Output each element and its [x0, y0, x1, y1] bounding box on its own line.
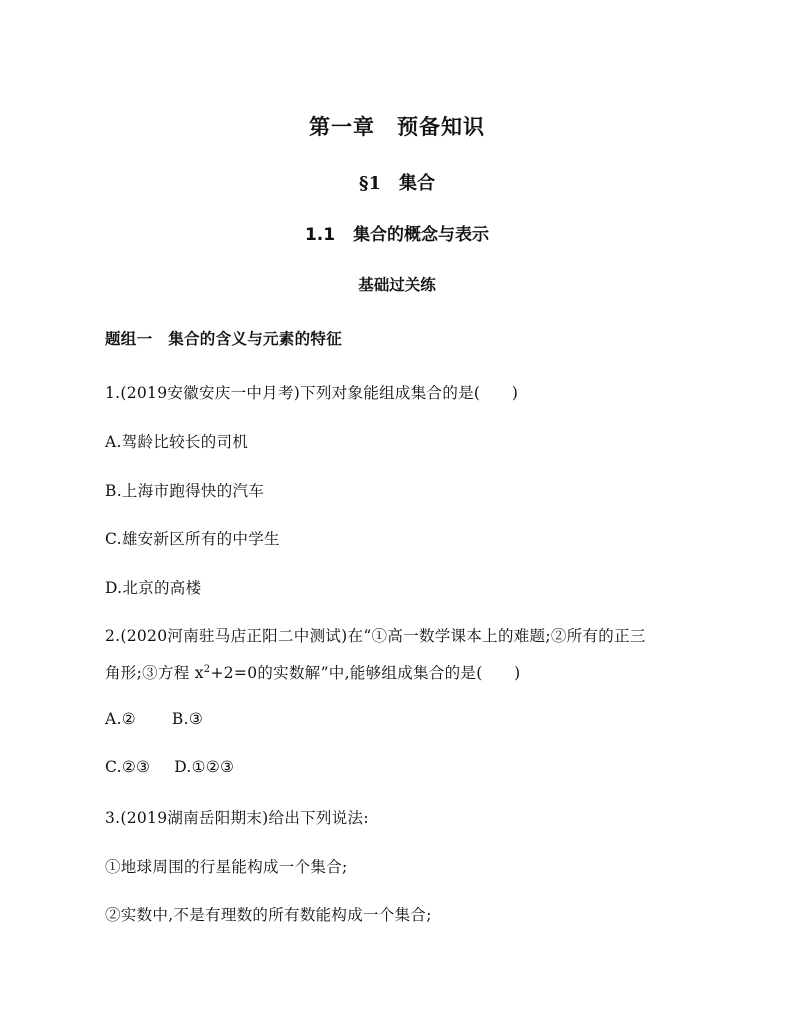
practice-title: 基础过关练: [358, 275, 436, 294]
question-2-option-b: B.③: [171, 710, 204, 728]
subsection-title: 集合的概念与表示: [353, 225, 490, 245]
section-title: 集合: [398, 173, 435, 194]
chapter-title: 预备知识: [397, 114, 485, 139]
question-2-stem-line-2: [105, 661, 521, 683]
question-2-exponent: 2: [203, 663, 211, 675]
question-2-option-c: C.②③: [105, 758, 151, 776]
question-2-stem-text: 角形;③方程 x: [105, 664, 204, 682]
question-2-options-row-1: [105, 710, 203, 728]
section-heading: [0, 169, 794, 195]
section-label: §1: [359, 173, 381, 194]
question-2-option-a: A.②: [105, 710, 136, 728]
question-2-options-row-2: [105, 758, 234, 776]
question-group-title: 题组一 集合的含义与元素的特征: [105, 329, 343, 348]
question-2-option-d: D.①②③: [174, 758, 235, 776]
subsection-heading: [0, 220, 794, 245]
question-1-stem: 1.(2019安徽安庆一中月考)下列对象能组成集合的是( ): [105, 384, 519, 402]
question-3-statement-1: ①地球周围的行星能构成一个集合;: [105, 858, 348, 876]
question-2-stem-line-1: 2.(2020河南驻马店正阳二中测试)在“①高一数学课本上的难题;②所有的正三: [105, 627, 646, 645]
question-1-option-d: D.北京的高楼: [105, 579, 202, 597]
question-1-option-a: A.驾龄比较长的司机: [105, 433, 249, 451]
question-3-stem: 3.(2019湖南岳阳期末)给出下列说法:: [105, 809, 369, 827]
chapter-label: 第一章: [309, 114, 375, 139]
question-1-option-b: B.上海市跑得快的汽车: [105, 482, 265, 500]
question-3-statement-2: ②实数中,不是有理数的所有数能构成一个集合;: [105, 906, 432, 924]
subsection-label: 1.1: [304, 225, 336, 245]
question-1-option-c: C.雄安新区所有的中学生: [105, 530, 280, 548]
chapter-heading: [0, 111, 794, 141]
question-2-stem-text-rest: +2=0的实数解”中,能够组成集合的是( ): [210, 664, 521, 682]
